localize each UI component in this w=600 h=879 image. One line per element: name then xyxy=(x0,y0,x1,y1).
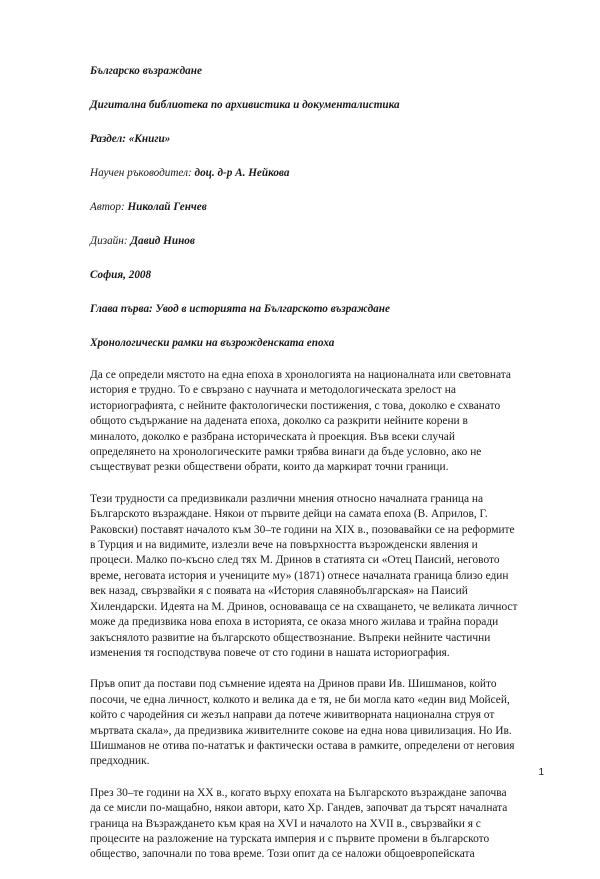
paragraph-line: общество, започнали по това време. Този опит да се наложи общоевропейската xyxy=(90,848,475,861)
paragraph-line: Шишманов не отива по-нататък и фактически остава в рамките, определени от неговия xyxy=(90,739,515,752)
paragraph-line: процесите на разложение на турската империя и с първите промени в българското xyxy=(90,832,490,845)
body-paragraph xyxy=(90,786,530,863)
page-number: 1 xyxy=(538,767,544,778)
section-title: Раздел: «Книги» xyxy=(90,133,171,145)
chapter-heading: Глава първа: Увод в историята на Българското възраждане xyxy=(90,303,390,315)
supervisor-name: доц. д-р А. Нейкова xyxy=(194,167,290,179)
paragraph-line: който с чародейния си жезъл направи да потече живитворната национална струя от xyxy=(90,709,495,722)
paragraph-line: да се мисли по-мащабно, някои автори, като Хр. Гандев, започват да търсят началната xyxy=(90,802,508,815)
paragraph-line: историографията, с нейните фактологически постижения, с това, доколко е схванато xyxy=(90,399,501,412)
design-label: Дизайн: xyxy=(90,235,131,247)
paragraph-line: посочи, че една личност, колкото и велика да е тя, не би могла като «един вид Мойсей, xyxy=(90,693,510,706)
paragraph-line: изменения тя господствува повече от сто години в нашата историография. xyxy=(90,646,450,659)
design-name: Давид Нинов xyxy=(130,235,195,247)
paragraph-line: може да предизвика нова епоха в историята, се оказа много жилава и трайна поради xyxy=(90,616,499,629)
paragraph-line: През 30–те години на XX в., когато върху епохата на Българското възраждане започва xyxy=(90,786,507,799)
paragraph-line: история е трудно. То е свързано с научната и методологическата зрелост на xyxy=(90,384,456,397)
paragraph-line: Българското възраждане. Някои от първите дейци на самата епоха (В. Априлов, Г. xyxy=(90,508,488,521)
supervisor-line xyxy=(90,164,530,182)
library-title: Дигитална библиотека по архивистика и документалистика xyxy=(90,99,400,111)
paragraph-line: Раковски) поставят началото към 30–те години на XIX в., позовавайки се на реформите xyxy=(90,523,515,536)
paragraph-line: Тези трудности са предизвикали различни мнения относно началната граница на xyxy=(90,492,484,505)
paragraph-line: закъснялото развитие на българското обществознание. Въпреки нейните частични xyxy=(90,631,491,644)
author-label: Автор: xyxy=(90,201,128,213)
paragraph-line: съществуват резки обществени обрати, които да маркират точни граници. xyxy=(90,461,449,474)
supervisor-label: Научен ръководител: xyxy=(90,167,195,179)
author-name: Николай Генчев xyxy=(127,201,207,213)
paragraph-line: общото съдържание на дадената епоха, доколко са разкрити нейните корени в xyxy=(90,415,468,428)
paragraph-line: Хилендарски. Идеята на М. Дринов, основаваща се на схващането, че великата личност xyxy=(90,600,518,613)
body-paragraph xyxy=(90,677,530,769)
page-content xyxy=(90,62,530,879)
body-paragraph xyxy=(90,368,530,476)
paragraph-line: Пръв опит да постави под съмнение идеята на Дринов прави Ив. Шишманов, който xyxy=(90,678,497,691)
paragraph-line: миналото, доколко е разбрана историческата ѝ проекция. Във всеки случай xyxy=(90,430,455,443)
paragraph-line: време, неговата история и учениците му» (1871) отнесе началната граница близо един xyxy=(90,569,509,582)
paragraph-line: процеси. Малко по-късно след тях М. Дринов в статията си «Отец Паисий, неговото xyxy=(90,554,500,567)
author-line xyxy=(90,198,530,216)
design-line xyxy=(90,232,530,250)
paragraph-line: Да се определи мястото на една епоха в хронологията на националната или световната xyxy=(90,369,511,381)
subchapter-heading: Хронологически рамки на възрожденската епоха xyxy=(90,337,335,349)
place-year: София, 2008 xyxy=(90,269,152,281)
paragraph-line: предходник. xyxy=(90,755,150,768)
body-paragraph xyxy=(90,492,530,661)
body-text xyxy=(90,368,530,863)
paragraph-line: определянето на хронологическите рамки трябва винаги да бъде условно, ако не xyxy=(90,446,482,459)
series-title: Българско възраждане xyxy=(90,65,202,77)
paragraph-line: век назад, свързвайки я с появата на «История славянобългарская» на Паисий xyxy=(90,585,468,598)
paragraph-line: мъртвата скала», да предизвика живителните сокове на една нова цивилизация. Но Ив. xyxy=(90,724,512,737)
paragraph-line: граница на Възраждането към края на XVI и началото на XVII в., свързвайки я с xyxy=(90,817,481,830)
paragraph-line: в Турция и на видимите, излезли вече на повърхността възрожденски явления и xyxy=(90,539,478,552)
